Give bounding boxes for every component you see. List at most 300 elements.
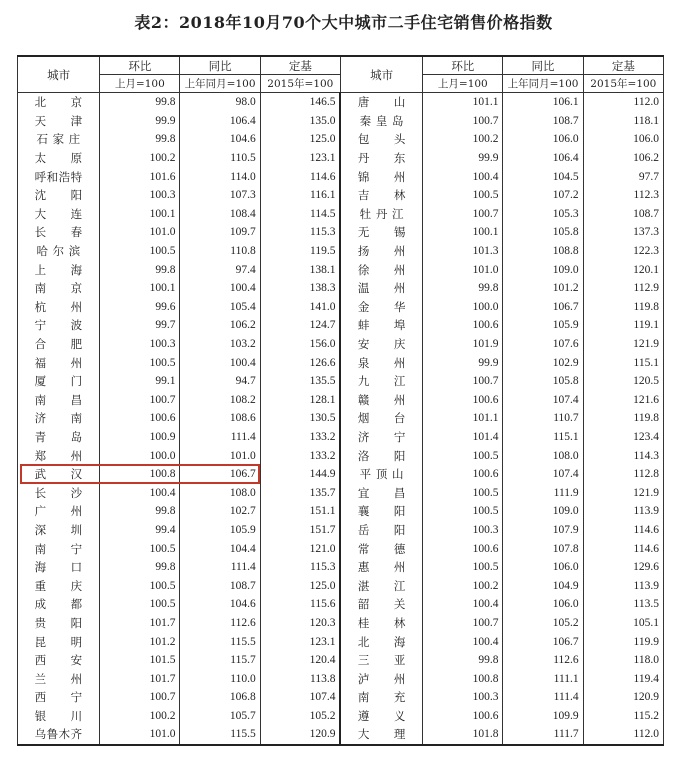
city-cell-right: 宜 昌	[340, 483, 422, 502]
mom-cell-right: 100.5	[423, 186, 503, 205]
fixed-cell-left: 123.1	[260, 149, 340, 168]
mom-cell-left: 100.5	[100, 353, 180, 372]
mom-cell-left: 99.8	[100, 502, 180, 521]
mom-cell-right: 101.1	[423, 409, 503, 428]
fixed-cell-left: 121.0	[260, 539, 340, 558]
table-row	[18, 186, 664, 205]
fixed-cell-left: 133.2	[260, 446, 340, 465]
city-cell-left: 长 沙	[18, 483, 100, 502]
mom-cell-right: 99.9	[423, 149, 503, 168]
mom-cell-right: 101.3	[423, 242, 503, 261]
fixed-cell-left: 125.0	[260, 576, 340, 595]
table-row	[18, 298, 664, 317]
fixed-cell-left: 120.3	[260, 614, 340, 633]
fixed-cell-right: 119.1	[583, 316, 663, 335]
city-cell-left: 广 州	[18, 502, 100, 521]
city-cell-left: 海 口	[18, 558, 100, 577]
fixed-cell-left: 133.2	[260, 428, 340, 447]
mom-header-left: 环比	[100, 56, 180, 75]
yoy-cell-right: 102.9	[503, 353, 583, 372]
yoy-cell-right: 109.9	[503, 707, 583, 726]
mom-cell-left: 99.6	[100, 298, 180, 317]
yoy-cell-left: 110.0	[180, 669, 260, 688]
city-cell-left: 青 岛	[18, 428, 100, 447]
mom-cell-right: 101.0	[423, 260, 503, 279]
city-cell-right: 唐 山	[340, 93, 422, 112]
city-cell-left: 哈 尔 滨	[18, 242, 100, 261]
mom-cell-right: 100.2	[423, 130, 503, 149]
yoy-cell-left: 115.5	[180, 632, 260, 651]
fixed-cell-left: 115.3	[260, 223, 340, 242]
table-row	[18, 149, 664, 168]
fixed-cell-left: 115.6	[260, 595, 340, 614]
yoy-cell-left: 100.4	[180, 279, 260, 298]
table-row	[18, 688, 664, 707]
city-cell-right: 平 顶 山	[340, 465, 422, 484]
table-row	[18, 576, 664, 595]
fixed-cell-left: 120.4	[260, 651, 340, 670]
fixed-cell-right: 112.3	[583, 186, 663, 205]
yoy-cell-left: 94.7	[180, 372, 260, 391]
yoy-cell-right: 111.7	[503, 725, 583, 745]
fixed-cell-left: 113.8	[260, 669, 340, 688]
city-header-left: 城市	[18, 56, 100, 93]
mom-cell-left: 100.2	[100, 707, 180, 726]
mom-cell-right: 100.2	[423, 576, 503, 595]
mom-cell-left: 99.1	[100, 372, 180, 391]
fixed-cell-left: 141.0	[260, 298, 340, 317]
fixed-cell-left: 135.0	[260, 112, 340, 131]
fixed-cell-right: 118.0	[583, 651, 663, 670]
fixed-cell-left: 107.4	[260, 688, 340, 707]
yoy-cell-right: 107.4	[503, 465, 583, 484]
city-cell-left: 南 京	[18, 279, 100, 298]
yoy-cell-left: 110.5	[180, 149, 260, 168]
fixed-header-right: 定基	[583, 56, 663, 75]
yoy-cell-left: 104.6	[180, 130, 260, 149]
table-row	[18, 502, 664, 521]
city-cell-right: 扬 州	[340, 242, 422, 261]
city-cell-right: 岳 阳	[340, 521, 422, 540]
yoy-header-left: 同比	[180, 56, 260, 75]
table-row	[18, 372, 664, 391]
mom-cell-left: 100.7	[100, 391, 180, 410]
table-row	[18, 595, 664, 614]
fixed-cell-left: 144.9	[260, 465, 340, 484]
yoy-cell-left: 108.2	[180, 391, 260, 410]
fixed-cell-left: 125.0	[260, 130, 340, 149]
table-row	[18, 539, 664, 558]
yoy-cell-left: 115.5	[180, 725, 260, 745]
mom-cell-left: 100.5	[100, 242, 180, 261]
fixed-cell-left: 105.2	[260, 707, 340, 726]
city-cell-left: 西 宁	[18, 688, 100, 707]
table-row	[18, 669, 664, 688]
yoy-cell-right: 104.5	[503, 167, 583, 186]
city-cell-right: 湛 江	[340, 576, 422, 595]
table-row	[18, 353, 664, 372]
mom-cell-left: 100.9	[100, 428, 180, 447]
fixed-cell-left: 116.1	[260, 186, 340, 205]
city-cell-left: 济 南	[18, 409, 100, 428]
fixed-cell-right: 115.1	[583, 353, 663, 372]
city-cell-right: 洛 阳	[340, 446, 422, 465]
page-title: 表2：2018年10月70个大中城市二手住宅销售价格指数	[134, 13, 553, 32]
fixed-cell-right: 119.8	[583, 298, 663, 317]
table-row	[18, 521, 664, 540]
mom-cell-right: 100.6	[423, 316, 503, 335]
city-cell-left: 福 州	[18, 353, 100, 372]
fixed-cell-right: 118.1	[583, 112, 663, 131]
city-cell-left: 石 家 庄	[18, 130, 100, 149]
table-row	[18, 112, 664, 131]
city-cell-left: 郑 州	[18, 446, 100, 465]
table-row	[18, 316, 664, 335]
mom-cell-left: 101.7	[100, 669, 180, 688]
city-cell-left: 厦 门	[18, 372, 100, 391]
mom-cell-left: 99.9	[100, 112, 180, 131]
yoy-cell-left: 109.7	[180, 223, 260, 242]
yoy-cell-left: 101.0	[180, 446, 260, 465]
yoy-cell-left: 105.7	[180, 707, 260, 726]
mom-cell-left: 99.8	[100, 260, 180, 279]
mom-header-right: 环比	[423, 56, 503, 75]
fixed-cell-left: 135.7	[260, 483, 340, 502]
yoy-cell-right: 106.1	[503, 93, 583, 112]
table-row	[18, 465, 664, 484]
fixed-cell-left: 115.3	[260, 558, 340, 577]
city-cell-left: 武 汉	[18, 465, 100, 484]
fixed-cell-left: 120.9	[260, 725, 340, 745]
yoy-cell-right: 109.0	[503, 502, 583, 521]
yoy-cell-left: 110.8	[180, 242, 260, 261]
city-cell-left: 南 宁	[18, 539, 100, 558]
table-body	[18, 93, 664, 745]
yoy-cell-right: 106.0	[503, 558, 583, 577]
fixed-cell-right: 119.9	[583, 632, 663, 651]
fixed-cell-right: 106.2	[583, 149, 663, 168]
fixed-cell-left: 128.1	[260, 391, 340, 410]
mom-cell-right: 100.5	[423, 446, 503, 465]
fixed-cell-right: 120.9	[583, 688, 663, 707]
mom-cell-right: 100.1	[423, 223, 503, 242]
yoy-cell-right: 108.7	[503, 112, 583, 131]
fixed-cell-right: 105.1	[583, 614, 663, 633]
city-cell-left: 太 原	[18, 149, 100, 168]
yoy-cell-left: 97.4	[180, 260, 260, 279]
fixed-cell-right: 115.2	[583, 707, 663, 726]
yoy-cell-left: 105.9	[180, 521, 260, 540]
mom-cell-right: 100.0	[423, 298, 503, 317]
yoy-cell-right: 111.9	[503, 483, 583, 502]
city-cell-left: 重 庆	[18, 576, 100, 595]
mom-cell-right: 100.7	[423, 614, 503, 633]
fixed-cell-left: 114.6	[260, 167, 340, 186]
mom-cell-left: 100.3	[100, 335, 180, 354]
fixed-cell-left: 146.5	[260, 93, 340, 112]
fixed-cell-left: 138.1	[260, 260, 340, 279]
city-cell-left: 昆 明	[18, 632, 100, 651]
fixed-cell-right: 120.5	[583, 372, 663, 391]
fixed-header-left: 定基	[260, 56, 340, 75]
fixed-cell-left: 114.5	[260, 205, 340, 224]
city-cell-left: 乌鲁木齐	[18, 725, 100, 745]
yoy-cell-right: 107.8	[503, 539, 583, 558]
yoy-cell-right: 110.7	[503, 409, 583, 428]
mom-base-left: 上月=100	[100, 75, 180, 93]
mom-cell-left: 101.6	[100, 167, 180, 186]
fixed-cell-right: 120.1	[583, 260, 663, 279]
city-cell-left: 合 肥	[18, 335, 100, 354]
mom-cell-left: 100.6	[100, 409, 180, 428]
fixed-cell-right: 112.0	[583, 93, 663, 112]
city-cell-left: 天 津	[18, 112, 100, 131]
mom-cell-left: 100.8	[100, 465, 180, 484]
yoy-cell-right: 107.4	[503, 391, 583, 410]
mom-cell-right: 100.3	[423, 688, 503, 707]
yoy-cell-left: 107.3	[180, 186, 260, 205]
yoy-base-left: 上年同月=100	[180, 75, 260, 93]
fixed-cell-right: 119.4	[583, 669, 663, 688]
yoy-cell-left: 106.7	[180, 465, 260, 484]
mom-cell-left: 100.2	[100, 149, 180, 168]
table-row	[18, 260, 664, 279]
yoy-cell-left: 108.7	[180, 576, 260, 595]
fixed-cell-left: 126.6	[260, 353, 340, 372]
fixed-cell-right: 123.4	[583, 428, 663, 447]
fixed-cell-right: 121.9	[583, 335, 663, 354]
table-row	[18, 391, 664, 410]
mom-cell-left: 101.0	[100, 223, 180, 242]
yoy-cell-right: 115.1	[503, 428, 583, 447]
mom-cell-right: 100.5	[423, 483, 503, 502]
yoy-cell-right: 104.9	[503, 576, 583, 595]
city-cell-right: 北 海	[340, 632, 422, 651]
yoy-cell-left: 102.7	[180, 502, 260, 521]
yoy-cell-right: 105.9	[503, 316, 583, 335]
mom-cell-right: 101.1	[423, 93, 503, 112]
table-row	[18, 335, 664, 354]
mom-cell-right: 101.4	[423, 428, 503, 447]
city-cell-right: 无 锡	[340, 223, 422, 242]
city-cell-left: 成 都	[18, 595, 100, 614]
yoy-cell-left: 98.0	[180, 93, 260, 112]
mom-cell-left: 100.5	[100, 539, 180, 558]
yoy-cell-left: 100.4	[180, 353, 260, 372]
price-index-table	[17, 55, 664, 746]
city-cell-right: 温 州	[340, 279, 422, 298]
yoy-cell-left: 112.6	[180, 614, 260, 633]
table-row	[18, 428, 664, 447]
yoy-cell-left: 105.4	[180, 298, 260, 317]
fixed-cell-right: 114.6	[583, 539, 663, 558]
yoy-cell-right: 105.2	[503, 614, 583, 633]
city-cell-right: 赣 州	[340, 391, 422, 410]
yoy-cell-right: 105.8	[503, 372, 583, 391]
city-cell-right: 惠 州	[340, 558, 422, 577]
table-row	[18, 632, 664, 651]
yoy-cell-left: 114.0	[180, 167, 260, 186]
table-row	[18, 651, 664, 670]
yoy-cell-left: 106.8	[180, 688, 260, 707]
mom-base-right: 上月=100	[423, 75, 503, 93]
table-row	[18, 205, 664, 224]
mom-cell-right: 99.9	[423, 353, 503, 372]
city-cell-right: 金 华	[340, 298, 422, 317]
yoy-cell-right: 111.4	[503, 688, 583, 707]
yoy-cell-left: 108.0	[180, 483, 260, 502]
yoy-cell-right: 106.7	[503, 632, 583, 651]
mom-cell-right: 101.9	[423, 335, 503, 354]
fixed-cell-right: 108.7	[583, 205, 663, 224]
mom-cell-right: 100.7	[423, 372, 503, 391]
fixed-cell-left: 156.0	[260, 335, 340, 354]
mom-cell-left: 99.4	[100, 521, 180, 540]
yoy-cell-left: 106.4	[180, 112, 260, 131]
city-header-right: 城市	[340, 56, 422, 93]
fixed-cell-right: 113.9	[583, 576, 663, 595]
city-cell-right: 遵 义	[340, 707, 422, 726]
city-cell-left: 杭 州	[18, 298, 100, 317]
table-row	[18, 725, 664, 745]
yoy-cell-left: 104.6	[180, 595, 260, 614]
mom-cell-right: 100.4	[423, 595, 503, 614]
city-cell-left: 宁 波	[18, 316, 100, 335]
city-cell-right: 包 头	[340, 130, 422, 149]
mom-cell-right: 99.8	[423, 651, 503, 670]
yoy-cell-right: 108.8	[503, 242, 583, 261]
mom-cell-right: 100.7	[423, 112, 503, 131]
city-cell-left: 大 连	[18, 205, 100, 224]
city-cell-right: 徐 州	[340, 260, 422, 279]
yoy-cell-right: 109.0	[503, 260, 583, 279]
mom-cell-left: 101.0	[100, 725, 180, 745]
mom-cell-right: 100.8	[423, 669, 503, 688]
mom-cell-right: 100.5	[423, 502, 503, 521]
mom-cell-right: 100.5	[423, 558, 503, 577]
mom-cell-right: 100.6	[423, 539, 503, 558]
mom-cell-left: 99.8	[100, 93, 180, 112]
yoy-cell-right: 101.2	[503, 279, 583, 298]
mom-cell-left: 101.7	[100, 614, 180, 633]
yoy-cell-right: 105.3	[503, 205, 583, 224]
fixed-cell-right: 112.0	[583, 725, 663, 745]
city-cell-left: 上 海	[18, 260, 100, 279]
fixed-base-left: 2015年=100	[260, 75, 340, 93]
mom-cell-right: 100.7	[423, 205, 503, 224]
fixed-cell-right: 106.0	[583, 130, 663, 149]
fixed-cell-right: 112.8	[583, 465, 663, 484]
yoy-cell-left: 106.2	[180, 316, 260, 335]
city-cell-left: 沈 阳	[18, 186, 100, 205]
fixed-cell-left: 124.7	[260, 316, 340, 335]
mom-cell-right: 100.3	[423, 521, 503, 540]
city-cell-right: 蚌 埠	[340, 316, 422, 335]
city-cell-right: 常 德	[340, 539, 422, 558]
fixed-cell-right: 121.9	[583, 483, 663, 502]
yoy-cell-right: 106.0	[503, 130, 583, 149]
city-cell-right: 桂 林	[340, 614, 422, 633]
mom-cell-left: 100.1	[100, 279, 180, 298]
yoy-base-right: 上年同月=100	[503, 75, 583, 93]
table-row	[18, 93, 664, 112]
city-cell-right: 安 庆	[340, 335, 422, 354]
fixed-cell-left: 151.7	[260, 521, 340, 540]
yoy-cell-left: 108.4	[180, 205, 260, 224]
mom-cell-left: 100.3	[100, 186, 180, 205]
fixed-cell-left: 135.5	[260, 372, 340, 391]
city-cell-right: 吉 林	[340, 186, 422, 205]
city-cell-right: 襄 阳	[340, 502, 422, 521]
yoy-cell-left: 111.4	[180, 558, 260, 577]
mom-cell-left: 101.5	[100, 651, 180, 670]
fixed-cell-right: 122.3	[583, 242, 663, 261]
mom-cell-left: 100.4	[100, 483, 180, 502]
mom-cell-left: 100.1	[100, 205, 180, 224]
fixed-cell-left: 123.1	[260, 632, 340, 651]
city-cell-right: 南 充	[340, 688, 422, 707]
table-row	[18, 707, 664, 726]
city-cell-right: 三 亚	[340, 651, 422, 670]
city-cell-right: 大 理	[340, 725, 422, 745]
city-cell-left: 南 昌	[18, 391, 100, 410]
mom-cell-right: 100.6	[423, 391, 503, 410]
yoy-cell-right: 106.4	[503, 149, 583, 168]
table-row	[18, 167, 664, 186]
mom-cell-right: 101.8	[423, 725, 503, 745]
fixed-cell-left: 130.5	[260, 409, 340, 428]
mom-cell-left: 100.0	[100, 446, 180, 465]
yoy-cell-right: 106.7	[503, 298, 583, 317]
city-cell-right: 泉 州	[340, 353, 422, 372]
mom-cell-left: 99.8	[100, 130, 180, 149]
yoy-header-right: 同比	[503, 56, 583, 75]
yoy-cell-right: 107.9	[503, 521, 583, 540]
city-cell-right: 秦 皇 岛	[340, 112, 422, 131]
mom-cell-right: 100.4	[423, 632, 503, 651]
yoy-cell-right: 111.1	[503, 669, 583, 688]
yoy-cell-left: 104.4	[180, 539, 260, 558]
fixed-cell-right: 97.7	[583, 167, 663, 186]
fixed-cell-right: 113.9	[583, 502, 663, 521]
table-row	[18, 483, 664, 502]
mom-cell-right: 99.8	[423, 279, 503, 298]
table-row	[18, 130, 664, 149]
yoy-cell-right: 107.6	[503, 335, 583, 354]
yoy-cell-left: 108.6	[180, 409, 260, 428]
mom-cell-left: 99.7	[100, 316, 180, 335]
table-row	[18, 409, 664, 428]
yoy-cell-right: 106.0	[503, 595, 583, 614]
city-cell-right: 济 宁	[340, 428, 422, 447]
city-cell-right: 烟 台	[340, 409, 422, 428]
yoy-cell-right: 105.8	[503, 223, 583, 242]
fixed-cell-right: 114.6	[583, 521, 663, 540]
mom-cell-left: 100.5	[100, 595, 180, 614]
fixed-cell-right: 137.3	[583, 223, 663, 242]
mom-cell-left: 99.8	[100, 558, 180, 577]
fixed-cell-right: 121.6	[583, 391, 663, 410]
city-cell-left: 兰 州	[18, 669, 100, 688]
fixed-cell-right: 119.8	[583, 409, 663, 428]
city-cell-left: 贵 阳	[18, 614, 100, 633]
city-cell-left: 长 春	[18, 223, 100, 242]
yoy-cell-right: 107.2	[503, 186, 583, 205]
mom-cell-left: 100.5	[100, 576, 180, 595]
city-cell-right: 丹 东	[340, 149, 422, 168]
city-cell-right: 韶 关	[340, 595, 422, 614]
table-row	[18, 614, 664, 633]
